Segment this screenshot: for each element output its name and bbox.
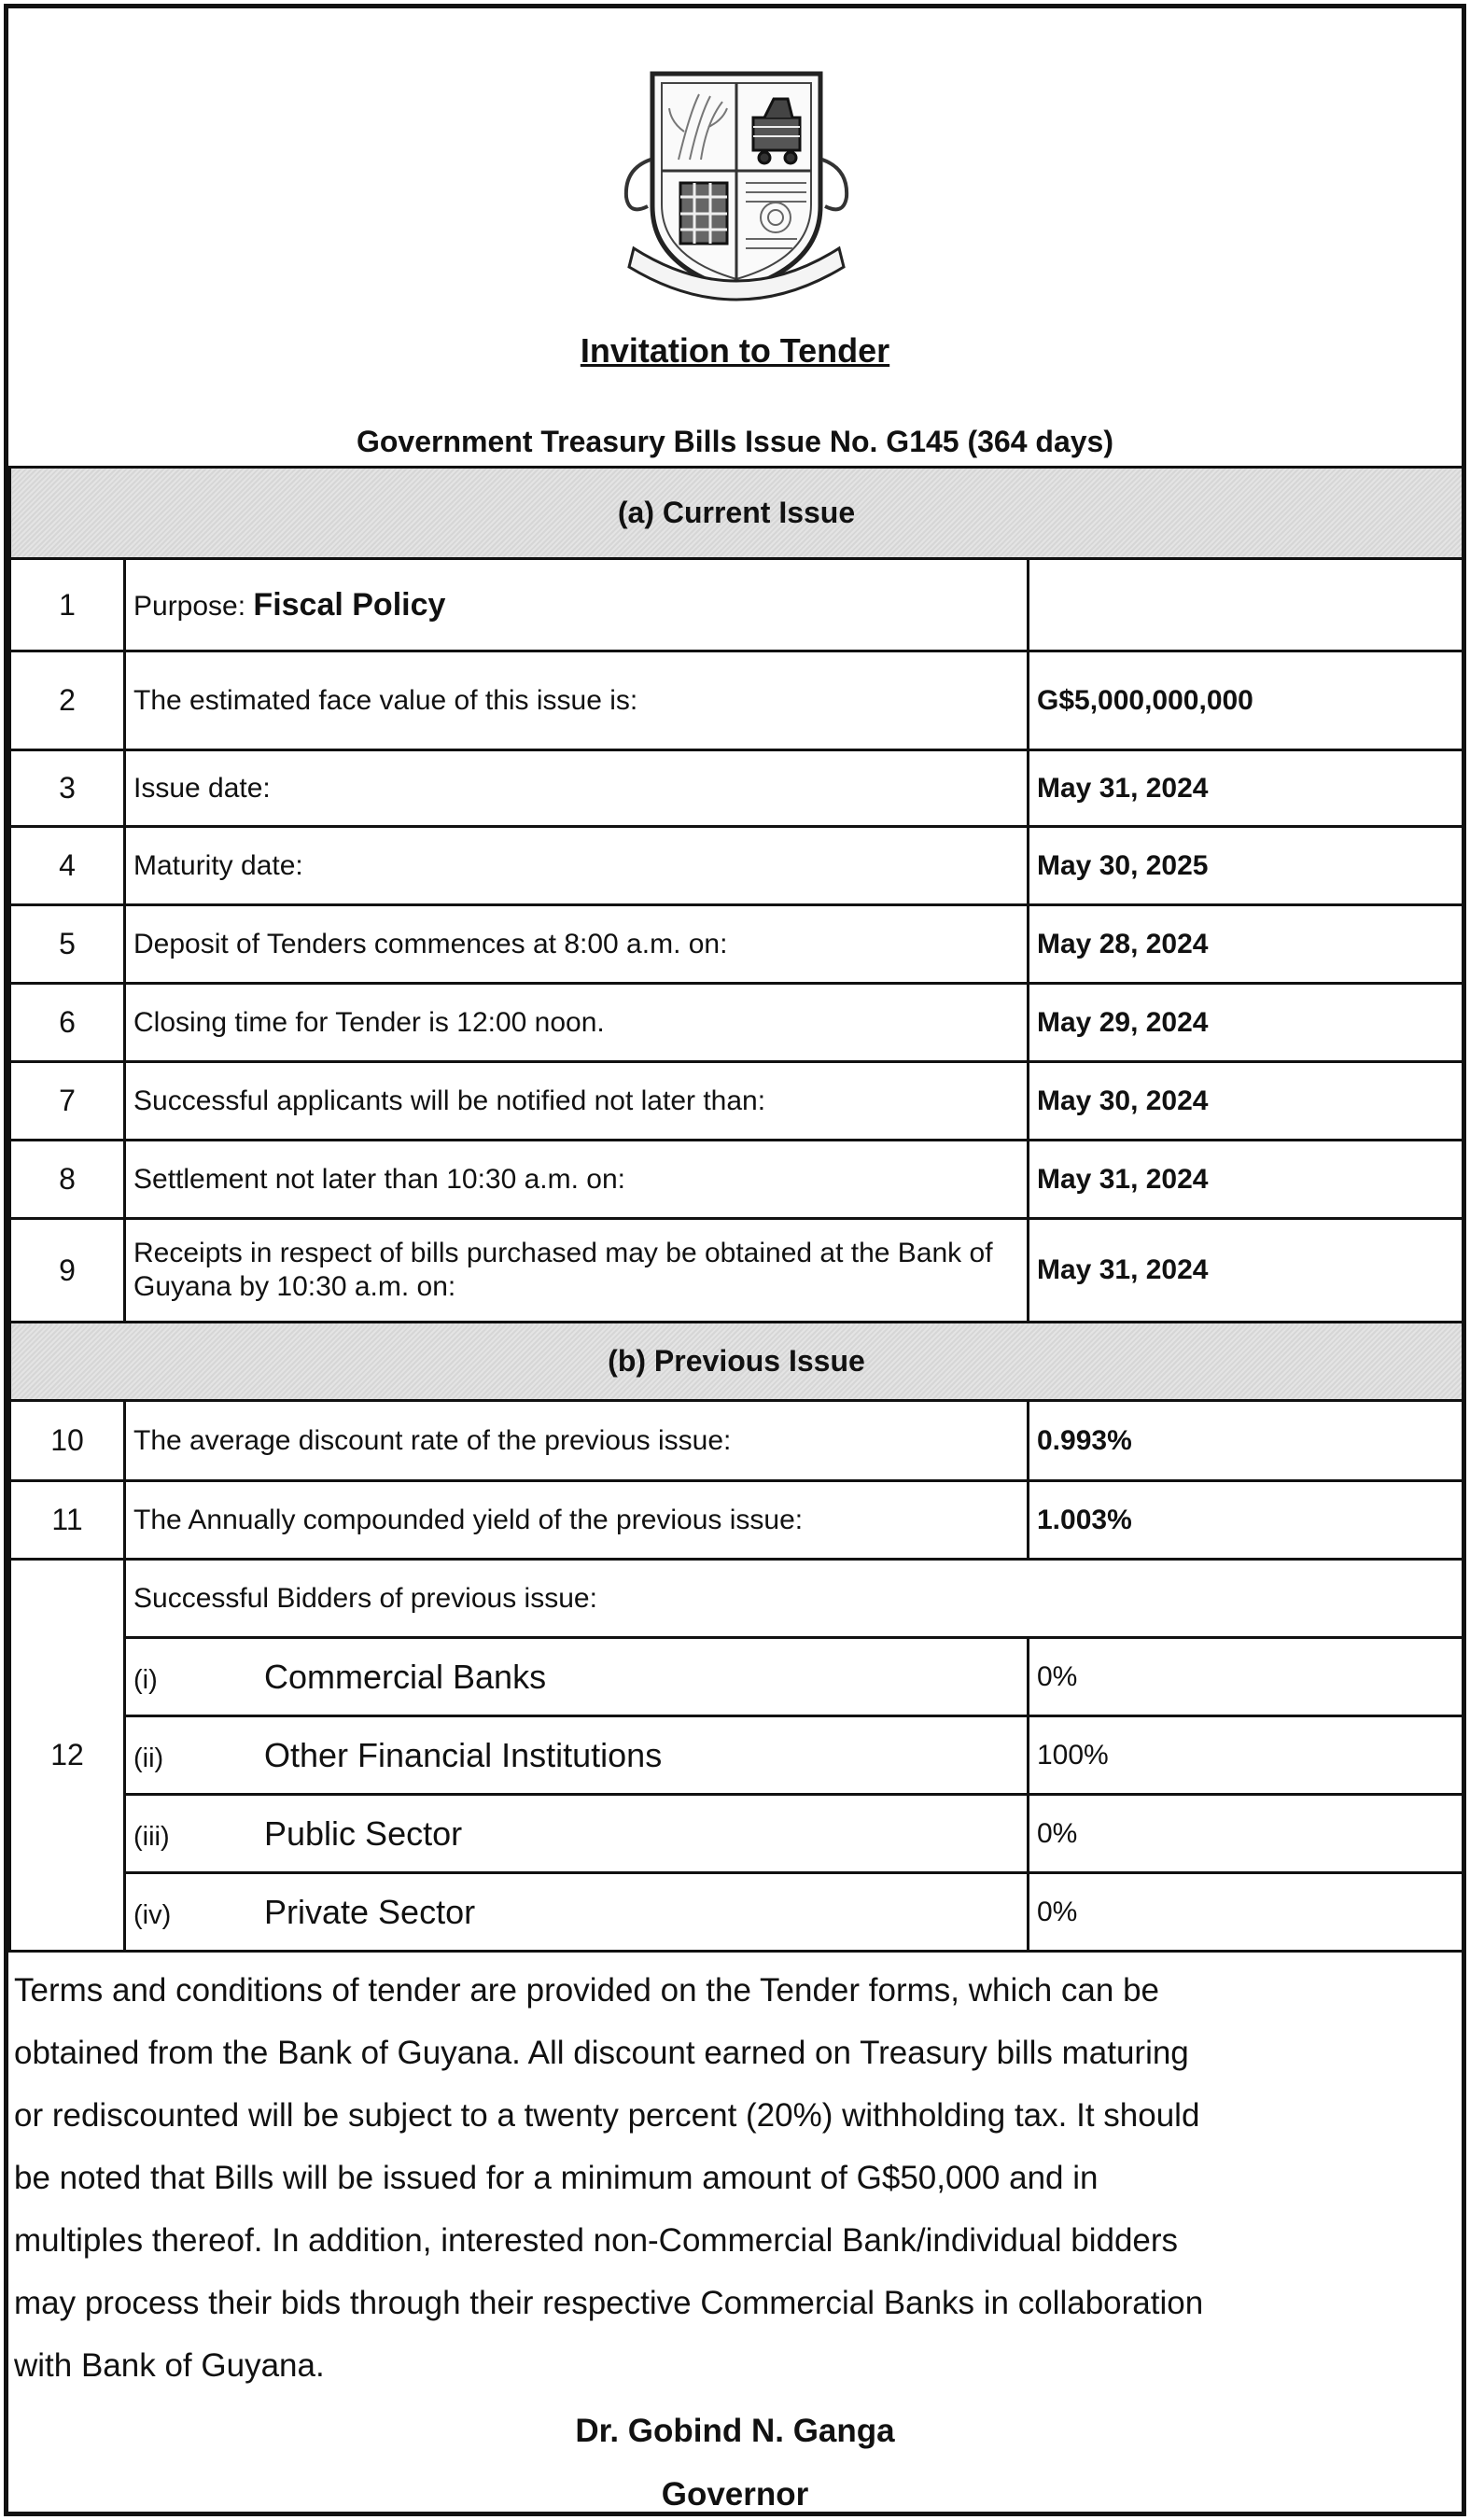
row-label: Settlement not later than 10:30 a.m. on:: [125, 1141, 1029, 1219]
row-number: 12: [10, 1560, 125, 1952]
row-number: 10: [10, 1401, 125, 1481]
signatory-name: Dr. Gobind N. Ganga: [575, 2413, 895, 2449]
terms-line: multiples thereof. In addition, interested non-Commercial Bank/individual bidders: [14, 2222, 1179, 2259]
row-number: 7: [10, 1062, 125, 1141]
bidder-label: [125, 1873, 1029, 1952]
terms-line: with Bank of Guyana.: [14, 2347, 325, 2384]
section-label: (a) Current Issue: [10, 468, 1463, 559]
terms-paragraph: [14, 1959, 1456, 2397]
row-value: May 29, 2024: [1029, 984, 1463, 1062]
terms-line: Terms and conditions of tender are provided on the Tender forms, which can be: [14, 1972, 1159, 2009]
table-row: [10, 984, 1463, 1062]
table-row: [10, 905, 1463, 984]
row-value: May 31, 2024: [1029, 1219, 1463, 1323]
table-row: [10, 651, 1463, 750]
table-row: [10, 827, 1463, 905]
bidder-label: [125, 1795, 1029, 1873]
row-value: [1029, 559, 1463, 651]
terms-line: obtained from the Bank of Guyana. All discount earned on Treasury bills maturing: [14, 2035, 1189, 2071]
row-label: The average discount rate of the previous issue:: [125, 1401, 1029, 1481]
bidder-share: 0%: [1029, 1638, 1463, 1716]
row-number: 11: [10, 1481, 125, 1560]
page-subtitle: Government Treasury Bills Issue No. G145 (364 days): [356, 425, 1113, 458]
table-row: [10, 1141, 1463, 1219]
row-number: 6: [10, 984, 125, 1062]
section-label: (b) Previous Issue: [10, 1323, 1463, 1401]
row-number: 8: [10, 1141, 125, 1219]
bidder-category: Public Sector: [264, 1813, 463, 1853]
bidder-roman: (iv): [133, 1899, 172, 1930]
section-header-current: [10, 468, 1463, 559]
row-number: 3: [10, 750, 125, 827]
row-value: May 31, 2024: [1029, 1141, 1463, 1219]
section-header-previous: [10, 1323, 1463, 1401]
tender-table: [8, 466, 1464, 1953]
table-row: [10, 1481, 1463, 1560]
notice-header: [8, 8, 1462, 466]
page-title: Invitation to Tender: [580, 331, 890, 370]
bidders-heading-row: [10, 1560, 1463, 1638]
row-value: May 30, 2024: [1029, 1062, 1463, 1141]
bank-of-guyana-crest-icon: [606, 66, 867, 318]
bidder-roman: (ii): [133, 1743, 164, 1773]
table-row: [10, 1401, 1463, 1481]
row-value: G$5,000,000,000: [1029, 651, 1463, 750]
row-label: The estimated face value of this issue is:: [125, 651, 1029, 750]
row-label: [125, 559, 1029, 651]
bidder-category: Commercial Banks: [264, 1657, 547, 1696]
table-row: [10, 750, 1463, 827]
bidder-label: [125, 1716, 1029, 1795]
row-number: 4: [10, 827, 125, 905]
row-value: 0.993%: [1029, 1401, 1463, 1481]
row-label: Receipts in respect of bills purchased may be obtained at the Bank of Guyana by 10:30 a.m. on:: [125, 1219, 1029, 1323]
table-row: [10, 559, 1463, 651]
terms-line: may process their bids through their respective Commercial Banks in collaboration: [14, 2285, 1204, 2321]
bidder-label: [125, 1638, 1029, 1716]
bidder-roman: (i): [133, 1664, 158, 1695]
row-value: May 31, 2024: [1029, 750, 1463, 827]
signatory-title: Governor: [661, 2476, 809, 2513]
terms-line: be noted that Bills will be issued for a minimum amount of G$50,000 and in: [14, 2160, 1099, 2196]
bidder-row: [10, 1716, 1463, 1795]
row-number: 5: [10, 905, 125, 984]
bidder-row: [10, 1638, 1463, 1716]
row-value: 1.003%: [1029, 1481, 1463, 1560]
bidder-category: Other Financial Institutions: [264, 1735, 663, 1774]
row-value: May 28, 2024: [1029, 905, 1463, 984]
row-label: Deposit of Tenders commences at 8:00 a.m. on:: [125, 905, 1029, 984]
bidder-row: [10, 1795, 1463, 1873]
row-value: May 30, 2025: [1029, 827, 1463, 905]
row-label: The Annually compounded yield of the previous issue:: [125, 1481, 1029, 1560]
bidder-share: 100%: [1029, 1716, 1463, 1795]
purpose-value: Fiscal Policy: [253, 586, 446, 623]
row-number: 9: [10, 1219, 125, 1323]
tender-notice: [4, 4, 1466, 2516]
bidder-category: Private Sector: [264, 1892, 476, 1931]
row-label: Closing time for Tender is 12:00 noon.: [125, 984, 1029, 1062]
table-row: [10, 1062, 1463, 1141]
row-number: 1: [10, 559, 125, 651]
row-label: Issue date:: [125, 750, 1029, 827]
bidder-row: [10, 1873, 1463, 1952]
row-label: Successful applicants will be notified not later than:: [125, 1062, 1029, 1141]
row-label: Maturity date:: [125, 827, 1029, 905]
row-label-text: Purpose:: [133, 590, 246, 622]
terms-line: or rediscounted will be subject to a twenty percent (20%) withholding tax. It should: [14, 2097, 1200, 2134]
bidders-heading: Successful Bidders of previous issue:: [125, 1560, 1463, 1638]
table-row: [10, 1219, 1463, 1323]
bidder-share: 0%: [1029, 1873, 1463, 1952]
bidder-share: 0%: [1029, 1795, 1463, 1873]
bidder-roman: (iii): [133, 1821, 170, 1852]
row-number: 2: [10, 651, 125, 750]
